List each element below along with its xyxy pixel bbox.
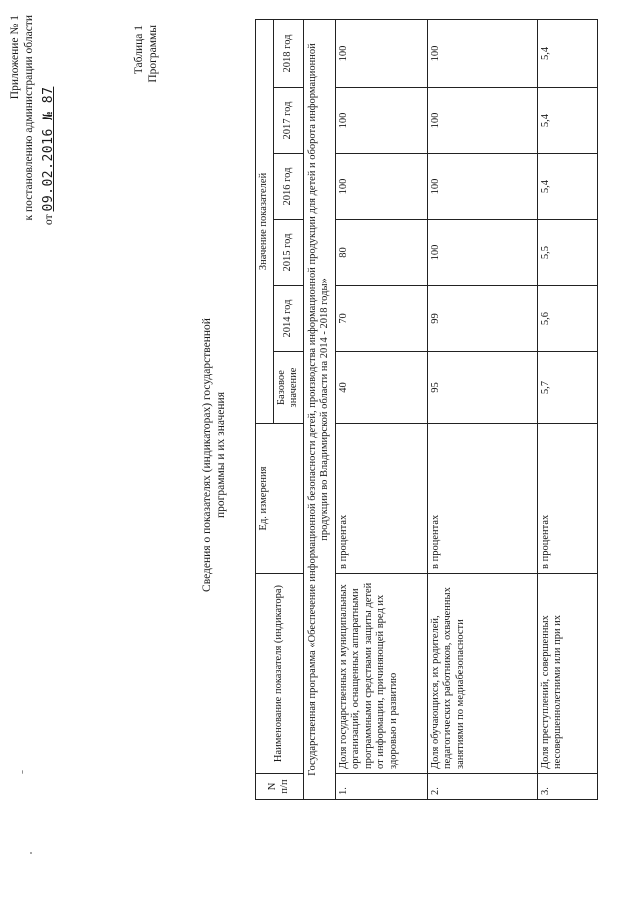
row-value-2017: 5,4: [537, 88, 597, 154]
appendix-header: [8, 15, 56, 245]
header-name: Наименование показателя (индикатора): [256, 574, 304, 774]
row-value-2015: 100: [427, 220, 537, 286]
row-value-2014: 99: [427, 286, 537, 352]
program-row: [303, 19, 335, 799]
table-row: [427, 19, 537, 799]
row-value-2018: 100: [427, 19, 537, 87]
title-line-1: Сведения о показателях (индикаторах) государственной: [201, 318, 213, 592]
row-value-2017: 100: [335, 88, 427, 154]
row-unit: в процентах: [427, 424, 537, 574]
header-year-2015: 2015 год: [273, 220, 303, 286]
decree-date: 09.02.2016 № 87: [41, 86, 56, 212]
row-base: 5,7: [537, 352, 597, 424]
row-value-2016: 100: [335, 154, 427, 220]
row-unit: в процентах: [335, 424, 427, 574]
table-row: [537, 19, 597, 799]
row-value-2015: 80: [335, 220, 427, 286]
table-label: [132, 25, 160, 195]
row-num: 3.: [537, 774, 597, 800]
row-value-2016: 100: [427, 154, 537, 220]
title-line-2: программы и их значения: [215, 391, 227, 519]
appendix-line-2: к постановлению администрации области: [23, 15, 35, 221]
indicators-table: [255, 19, 598, 800]
header-row-1: [256, 19, 274, 799]
row-value-2014: 70: [335, 286, 427, 352]
row-name: Доля преступлений, совершенных несовершеннолетними или при их: [537, 574, 597, 774]
row-value-2018: 100: [335, 19, 427, 87]
header-year-2016: 2016 год: [273, 154, 303, 220]
row-name: Доля государственных и муниципальных организаций, оснащенных аппаратными программными средствами защиты детей от информации, причиняющей вред их здоровью и развитию: [335, 574, 427, 774]
appendix-date-row: [42, 15, 56, 245]
header-unit: Ед. измерения: [256, 424, 304, 574]
table-label-line-1: Таблица 1: [133, 25, 145, 75]
document-title: [200, 155, 228, 755]
row-value-2014: 5,6: [537, 286, 597, 352]
header-num: N п/п: [256, 774, 304, 800]
row-base: 40: [335, 352, 427, 424]
header-year-2014: 2014 год: [273, 286, 303, 352]
table-label-line-2: Программы: [147, 25, 159, 83]
header-year-2017: 2017 год: [273, 88, 303, 154]
scan-speck: [22, 770, 23, 774]
row-value-2018: 5,4: [537, 19, 597, 87]
appendix-line-1: Приложение № 1: [9, 15, 21, 100]
row-value-2015: 5,5: [537, 220, 597, 286]
date-prefix: от: [43, 214, 55, 225]
row-num: 1.: [335, 774, 427, 800]
scan-speck: [30, 852, 32, 854]
table-row: [335, 19, 427, 799]
row-name: Доля обучающихся, их родителей, педагогических работников, охваченных занятиями по медиабезопасности: [427, 574, 537, 774]
row-value-2016: 5,4: [537, 154, 597, 220]
header-year-2018: 2018 год: [273, 19, 303, 87]
row-num: 2.: [427, 774, 537, 800]
header-values-group: Значение показателей: [256, 19, 274, 423]
row-value-2017: 100: [427, 88, 537, 154]
row-base: 95: [427, 352, 537, 424]
program-title: Государственная программа «Обеспечение информационной безопасности детей, производства информационной продукции для детей и оборота информационной продукции во Владимирской области на 2014 - 2018 годы»: [303, 19, 335, 799]
row-unit: в процентах: [537, 424, 597, 574]
header-base: Базовое значение: [273, 352, 303, 424]
